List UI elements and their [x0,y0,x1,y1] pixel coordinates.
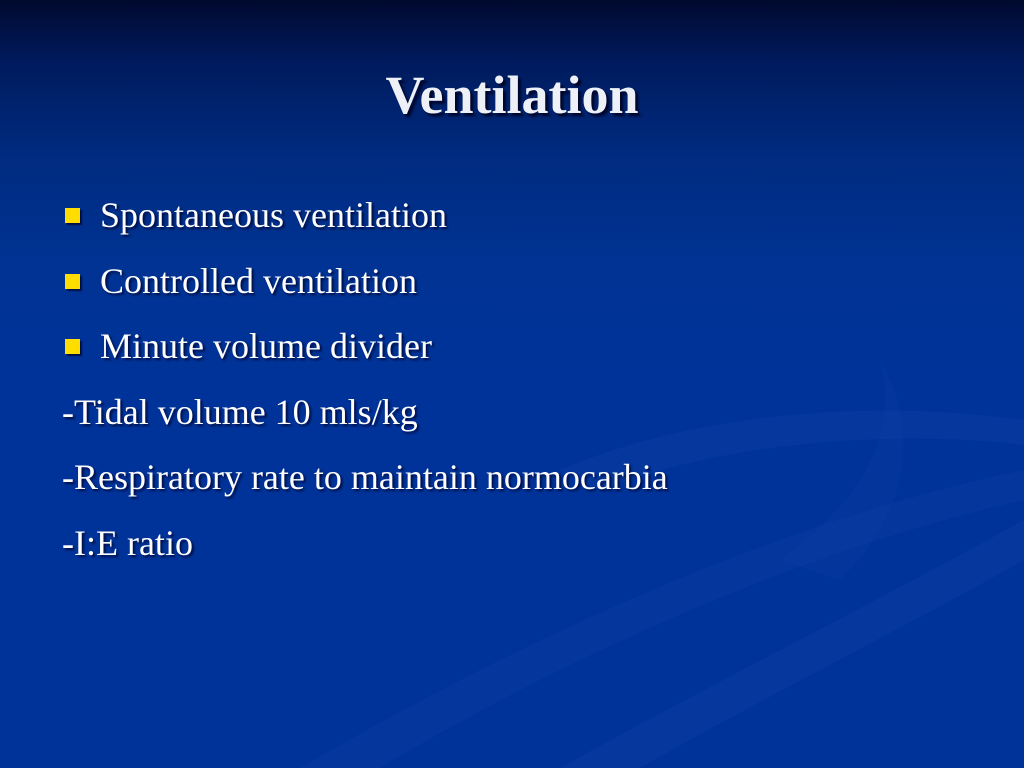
square-bullet-icon [65,208,80,223]
bullet-text: Minute volume divider [100,326,432,366]
bullet-item-controlled-ventilation [62,254,1002,320]
bullet-text: Spontaneous ventilation [100,195,447,235]
square-bullet-icon [65,339,80,354]
square-bullet-icon [65,274,80,289]
slide-content [62,188,1002,581]
bullet-item-spontaneous-ventilation [62,188,1002,254]
sub-line-respiratory-rate: -Respiratory rate to maintain normocarbia [62,457,668,497]
sub-line-tidal-volume: -Tidal volume 10 mls/kg [62,391,418,432]
slide-title: Ventilation [385,65,639,125]
bullet-text: Controlled ventilation [100,260,417,301]
bullet-item-minute-volume-divider [62,319,1002,385]
sub-line-ie-ratio: -I:E ratio [62,522,193,563]
